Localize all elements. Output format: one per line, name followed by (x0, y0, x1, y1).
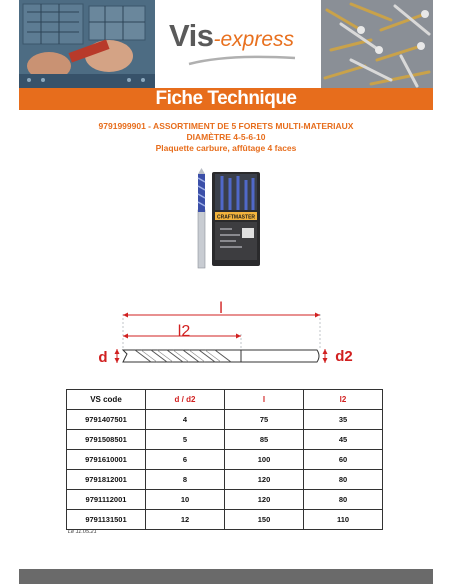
label-d2: d2 (335, 348, 353, 365)
header (19, 0, 433, 88)
product-diameters: DIAMÈTRE 4-5-6-10 (186, 132, 266, 142)
cell-diameter: 8 (146, 470, 225, 490)
brand-name-suffix: -express (213, 28, 295, 51)
cell-length-l2: 80 (304, 470, 383, 490)
table-row (67, 430, 383, 450)
document-date: Le 11.05.21 (68, 529, 97, 535)
cell-vs-code: 9791610001 (67, 450, 146, 470)
cell-length-l: 150 (225, 510, 304, 530)
fiche-technique-banner: Fiche Technique (19, 88, 433, 110)
drill-bit-icon (198, 168, 205, 268)
specification-table (66, 389, 383, 530)
cell-diameter: 6 (146, 450, 225, 470)
cell-vs-code: 9791812001 (67, 470, 146, 490)
cell-diameter: 5 (146, 430, 225, 450)
cell-length-l: 100 (225, 450, 304, 470)
cell-length-l2: 60 (304, 450, 383, 470)
cell-vs-code: 9791407501 (67, 410, 146, 430)
label-l: l (219, 300, 223, 317)
table-header-row (67, 390, 383, 410)
cell-length-l: 75 (225, 410, 304, 430)
table-row (67, 470, 383, 490)
cell-vs-code: 9791508501 (67, 430, 146, 450)
cell-length-l2: 35 (304, 410, 383, 430)
brand-logo (169, 18, 319, 66)
header-diameter: d / d2 (146, 390, 225, 410)
cell-diameter: 4 (146, 410, 225, 430)
table-row (67, 490, 383, 510)
drill-case (212, 172, 260, 266)
header-length-l2: l2 (304, 390, 383, 410)
brand-name-main: Vis (169, 18, 214, 53)
table-row (67, 410, 383, 430)
header-photo-screws (321, 0, 433, 88)
header-vs-code: VS code (67, 390, 146, 410)
drill-dimension-diagram (95, 298, 360, 373)
cell-length-l2: 45 (304, 430, 383, 450)
logo-swoosh-icon (187, 54, 297, 66)
product-title-block (0, 121, 452, 154)
header-length-l: l (225, 390, 304, 410)
header-photo-tools (19, 0, 155, 88)
cell-diameter: 12 (146, 510, 225, 530)
cell-length-l2: 110 (304, 510, 383, 530)
cell-length-l: 85 (225, 430, 304, 450)
label-d: d (98, 349, 108, 366)
product-description: Plaquette carbure, affûtage 4 faces (155, 143, 297, 153)
drill-outline (123, 350, 319, 362)
cell-vs-code: 9791112001 (67, 490, 146, 510)
product-image (190, 166, 265, 270)
cell-length-l: 120 (225, 470, 304, 490)
cell-vs-code: 9791131501 (67, 510, 146, 530)
table-row (67, 450, 383, 470)
case-brand-label: CRAFTMASTER (216, 214, 256, 221)
cell-length-l: 120 (225, 490, 304, 510)
cell-diameter: 10 (146, 490, 225, 510)
label-l2: l2 (177, 323, 191, 340)
footer-bar (19, 569, 433, 584)
table-row (67, 510, 383, 530)
product-reference: 9791999901 - ASSORTIMENT DE 5 FORETS MULTI-MATERIAUX (98, 121, 354, 131)
cell-length-l2: 80 (304, 490, 383, 510)
